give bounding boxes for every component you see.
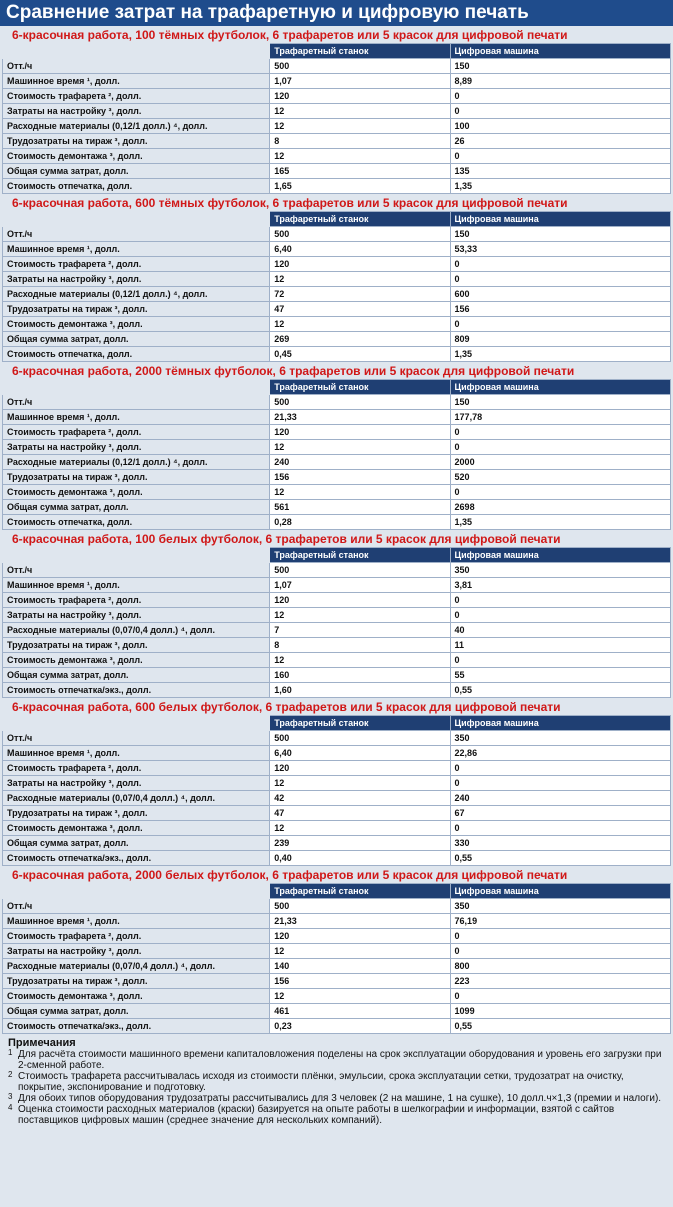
row-label: Стоимость демонтажа ³, долл. <box>3 653 270 668</box>
screen-value: 1,60 <box>270 683 450 698</box>
section-title: 6-красочная работа, 100 тёмных футболок, 6 трафаретов или 5 красок для цифровой печати <box>12 28 568 42</box>
table-row <box>3 104 671 119</box>
column-header-screen: Трафаретный станок <box>270 380 450 395</box>
screen-value: 7 <box>270 623 450 638</box>
digital-value: 53,33 <box>450 242 670 257</box>
cost-table <box>2 883 671 1034</box>
cost-section <box>2 868 671 1034</box>
digital-value: 0 <box>450 761 670 776</box>
table-row <box>3 791 671 806</box>
column-header-screen: Трафаретный станок <box>270 548 450 563</box>
row-label: Стоимость отпечатка/экз., долл. <box>3 683 270 698</box>
screen-value: 12 <box>270 821 450 836</box>
section-title: 6-красочная работа, 600 тёмных футболок, 6 трафаретов или 5 красок для цифровой печати <box>12 196 568 210</box>
note-text: Для обоих типов оборудования трудозатраты рассчитывались для 3 человек (2 на машине, 1 на сушке), 10 долл.ч×1,3 (премии и налоги). <box>18 1093 662 1104</box>
column-header-digital: Цифровая машина <box>450 548 670 563</box>
digital-value: 0 <box>450 104 670 119</box>
table-row <box>3 440 671 455</box>
table-row <box>3 944 671 959</box>
row-label: Расходные материалы (0,12/1 долл.) ⁴, долл. <box>3 119 270 134</box>
digital-value: 223 <box>450 974 670 989</box>
row-label: Отт./ч <box>3 731 270 746</box>
note-item <box>8 1071 665 1093</box>
row-label: Трудозатраты на тираж ³, долл. <box>3 806 270 821</box>
digital-value: 240 <box>450 791 670 806</box>
column-header-screen: Трафаретный станок <box>270 212 450 227</box>
row-label: Общая сумма затрат, долл. <box>3 668 270 683</box>
table-row <box>3 455 671 470</box>
note-text: Оценка стоимости расходных материалов (краски) базируется на опыте работы в шелкографии и информации, взятой с сайтов поставщиков цифровых машин (среднее значение для нескольких компаний). <box>18 1104 615 1126</box>
screen-value: 500 <box>270 563 450 578</box>
screen-value: 165 <box>270 164 450 179</box>
screen-value: 0,45 <box>270 347 450 362</box>
column-header-screen: Трафаретный станок <box>270 716 450 731</box>
table-row <box>3 1019 671 1034</box>
note-number: 4 <box>8 1103 13 1112</box>
digital-value: 2698 <box>450 500 670 515</box>
row-label: Машинное время ¹, долл. <box>3 578 270 593</box>
table-row <box>3 1004 671 1019</box>
column-header-screen: Трафаретный станок <box>270 884 450 899</box>
cost-table <box>2 43 671 194</box>
row-label: Трудозатраты на тираж ³, долл. <box>3 302 270 317</box>
digital-value: 76,19 <box>450 914 670 929</box>
table-row <box>3 683 671 698</box>
row-label: Трудозатраты на тираж ³, долл. <box>3 470 270 485</box>
digital-value: 0 <box>450 608 670 623</box>
row-label: Расходные материалы (0,07/0,4 долл.) ⁴, долл. <box>3 791 270 806</box>
row-label: Стоимость демонтажа ³, долл. <box>3 989 270 1004</box>
column-header-digital: Цифровая машина <box>450 884 670 899</box>
table-row <box>3 302 671 317</box>
table-row <box>3 731 671 746</box>
table-row <box>3 149 671 164</box>
screen-value: 120 <box>270 257 450 272</box>
row-label: Стоимость отпечатка, долл. <box>3 347 270 362</box>
row-label: Затраты на настройку ³, долл. <box>3 104 270 119</box>
digital-value: 3,81 <box>450 578 670 593</box>
column-header-digital: Цифровая машина <box>450 212 670 227</box>
table-row <box>3 593 671 608</box>
note-item <box>8 1093 665 1104</box>
row-label: Расходные материалы (0,07/0,4 долл.) ⁴, долл. <box>3 959 270 974</box>
screen-value: 239 <box>270 836 450 851</box>
table-row <box>3 395 671 410</box>
table-row <box>3 425 671 440</box>
digital-value: 0 <box>450 929 670 944</box>
cost-section <box>2 28 671 194</box>
row-label: Расходные материалы (0,12/1 долл.) ⁴, долл. <box>3 287 270 302</box>
row-label: Стоимость трафарета ², долл. <box>3 761 270 776</box>
table-row <box>3 959 671 974</box>
row-label: Стоимость отпечатка, долл. <box>3 515 270 530</box>
digital-value: 0,55 <box>450 683 670 698</box>
table-row <box>3 806 671 821</box>
table-row <box>3 989 671 1004</box>
screen-value: 240 <box>270 455 450 470</box>
screen-value: 42 <box>270 791 450 806</box>
cost-section <box>2 196 671 362</box>
row-label: Стоимость отпечатка, долл. <box>3 179 270 194</box>
table-row <box>3 914 671 929</box>
digital-value: 40 <box>450 623 670 638</box>
digital-value: 0 <box>450 821 670 836</box>
digital-value: 0 <box>450 944 670 959</box>
screen-value: 47 <box>270 302 450 317</box>
row-label: Стоимость демонтажа ³, долл. <box>3 149 270 164</box>
table-row <box>3 776 671 791</box>
table-header-row <box>3 44 671 59</box>
screen-value: 12 <box>270 149 450 164</box>
table-row <box>3 851 671 866</box>
row-label: Стоимость демонтажа ³, долл. <box>3 485 270 500</box>
table-row <box>3 578 671 593</box>
table-row <box>3 836 671 851</box>
digital-value: 177,78 <box>450 410 670 425</box>
column-header-digital: Цифровая машина <box>450 716 670 731</box>
screen-value: 6,40 <box>270 746 450 761</box>
table-row <box>3 485 671 500</box>
digital-value: 156 <box>450 302 670 317</box>
screen-value: 269 <box>270 332 450 347</box>
header-blank-cell <box>3 548 270 563</box>
column-header-digital: Цифровая машина <box>450 44 670 59</box>
screen-value: 461 <box>270 1004 450 1019</box>
screen-value: 8 <box>270 134 450 149</box>
screen-value: 12 <box>270 119 450 134</box>
screen-value: 561 <box>270 500 450 515</box>
screen-value: 8 <box>270 638 450 653</box>
screen-value: 12 <box>270 272 450 287</box>
digital-value: 0 <box>450 989 670 1004</box>
row-label: Машинное время ¹, долл. <box>3 746 270 761</box>
screen-value: 120 <box>270 761 450 776</box>
cost-section <box>2 364 671 530</box>
row-label: Стоимость отпечатка/экз., долл. <box>3 851 270 866</box>
digital-value: 8,89 <box>450 74 670 89</box>
digital-value: 0 <box>450 89 670 104</box>
cost-table <box>2 715 671 866</box>
table-row <box>3 500 671 515</box>
table-row <box>3 899 671 914</box>
note-text: Для расчёта стоимости машинного времени капиталовложения поделены на срок эксплуатации оборудования и уровень его загрузки при 2-сменной работе. <box>18 1049 662 1071</box>
digital-value: 2000 <box>450 455 670 470</box>
screen-value: 500 <box>270 731 450 746</box>
screen-value: 500 <box>270 227 450 242</box>
digital-value: 55 <box>450 668 670 683</box>
table-row <box>3 623 671 638</box>
note-number: 3 <box>8 1092 13 1101</box>
table-header-row <box>3 212 671 227</box>
row-label: Затраты на настройку ³, долл. <box>3 608 270 623</box>
screen-value: 140 <box>270 959 450 974</box>
row-label: Трудозатраты на тираж ³, долл. <box>3 974 270 989</box>
screen-value: 12 <box>270 485 450 500</box>
header-blank-cell <box>3 212 270 227</box>
digital-value: 800 <box>450 959 670 974</box>
screen-value: 12 <box>270 608 450 623</box>
digital-value: 0 <box>450 425 670 440</box>
digital-value: 1,35 <box>450 347 670 362</box>
digital-value: 350 <box>450 563 670 578</box>
screen-value: 120 <box>270 593 450 608</box>
row-label: Машинное время ¹, долл. <box>3 74 270 89</box>
row-label: Затраты на настройку ³, долл. <box>3 272 270 287</box>
screen-value: 1,07 <box>270 578 450 593</box>
screen-value: 1,07 <box>270 74 450 89</box>
column-header-digital: Цифровая машина <box>450 380 670 395</box>
screen-value: 160 <box>270 668 450 683</box>
note-item <box>8 1049 665 1071</box>
table-row <box>3 59 671 74</box>
table-row <box>3 119 671 134</box>
table-row <box>3 653 671 668</box>
row-label: Общая сумма затрат, долл. <box>3 1004 270 1019</box>
digital-value: 0 <box>450 653 670 668</box>
row-label: Стоимость трафарета ², долл. <box>3 425 270 440</box>
header-blank-cell <box>3 884 270 899</box>
digital-value: 809 <box>450 332 670 347</box>
table-row <box>3 179 671 194</box>
row-label: Машинное время ¹, долл. <box>3 914 270 929</box>
row-label: Стоимость трафарета ², долл. <box>3 593 270 608</box>
digital-value: 330 <box>450 836 670 851</box>
cost-table <box>2 547 671 698</box>
screen-value: 12 <box>270 989 450 1004</box>
screen-value: 0,23 <box>270 1019 450 1034</box>
sections-container <box>0 28 673 1034</box>
row-label: Отт./ч <box>3 563 270 578</box>
digital-value: 0 <box>450 593 670 608</box>
digital-value: 0,55 <box>450 851 670 866</box>
screen-value: 156 <box>270 974 450 989</box>
screen-value: 6,40 <box>270 242 450 257</box>
digital-value: 0 <box>450 149 670 164</box>
digital-value: 100 <box>450 119 670 134</box>
row-label: Стоимость демонтажа ³, долл. <box>3 821 270 836</box>
table-row <box>3 668 671 683</box>
screen-value: 72 <box>270 287 450 302</box>
screen-value: 1,65 <box>270 179 450 194</box>
screen-value: 0,28 <box>270 515 450 530</box>
screen-value: 500 <box>270 59 450 74</box>
table-row <box>3 257 671 272</box>
screen-value: 120 <box>270 929 450 944</box>
digital-value: 0 <box>450 776 670 791</box>
row-label: Машинное время ¹, долл. <box>3 242 270 257</box>
table-row <box>3 746 671 761</box>
row-label: Машинное время ¹, долл. <box>3 410 270 425</box>
digital-value: 11 <box>450 638 670 653</box>
column-header-screen: Трафаретный станок <box>270 44 450 59</box>
digital-value: 150 <box>450 59 670 74</box>
header-blank-cell <box>3 380 270 395</box>
digital-value: 0 <box>450 440 670 455</box>
table-row <box>3 470 671 485</box>
digital-value: 520 <box>450 470 670 485</box>
table-row <box>3 164 671 179</box>
screen-value: 12 <box>270 944 450 959</box>
row-label: Отт./ч <box>3 395 270 410</box>
row-label: Отт./ч <box>3 59 270 74</box>
digital-value: 600 <box>450 287 670 302</box>
table-row <box>3 515 671 530</box>
screen-value: 12 <box>270 317 450 332</box>
table-row <box>3 608 671 623</box>
digital-value: 350 <box>450 899 670 914</box>
screen-value: 12 <box>270 653 450 668</box>
header-blank-cell <box>3 716 270 731</box>
section-title: 6-красочная работа, 100 белых футболок, 6 трафаретов или 5 красок для цифровой печати <box>12 532 561 546</box>
row-label: Затраты на настройку ³, долл. <box>3 776 270 791</box>
screen-value: 120 <box>270 425 450 440</box>
screen-value: 12 <box>270 104 450 119</box>
digital-value: 0 <box>450 272 670 287</box>
digital-value: 22,86 <box>450 746 670 761</box>
digital-value: 1,35 <box>450 179 670 194</box>
table-row <box>3 761 671 776</box>
digital-value: 67 <box>450 806 670 821</box>
digital-value: 26 <box>450 134 670 149</box>
table-row <box>3 242 671 257</box>
screen-value: 156 <box>270 470 450 485</box>
row-label: Стоимость трафарета ², долл. <box>3 257 270 272</box>
screen-value: 500 <box>270 899 450 914</box>
section-title: 6-красочная работа, 600 белых футболок, 6 трафаретов или 5 красок для цифровой печати <box>12 700 561 714</box>
note-item <box>8 1104 665 1126</box>
row-label: Трудозатраты на тираж ³, долл. <box>3 638 270 653</box>
row-label: Расходные материалы (0,07/0,4 долл.) ⁴, долл. <box>3 623 270 638</box>
note-number: 1 <box>8 1048 13 1057</box>
notes <box>8 1038 665 1126</box>
section-title: 6-красочная работа, 2000 белых футболок, 6 трафаретов или 5 красок для цифровой печати <box>12 868 568 882</box>
row-label: Стоимость демонтажа ³, долл. <box>3 317 270 332</box>
row-label: Общая сумма затрат, долл. <box>3 836 270 851</box>
header-blank-cell <box>3 44 270 59</box>
digital-value: 0 <box>450 257 670 272</box>
screen-value: 500 <box>270 395 450 410</box>
table-row <box>3 638 671 653</box>
table-row <box>3 272 671 287</box>
cost-section <box>2 700 671 866</box>
row-label: Затраты на настройку ³, долл. <box>3 944 270 959</box>
digital-value: 1,35 <box>450 515 670 530</box>
screen-value: 47 <box>270 806 450 821</box>
table-row <box>3 347 671 362</box>
row-label: Общая сумма затрат, долл. <box>3 500 270 515</box>
table-row <box>3 134 671 149</box>
digital-value: 150 <box>450 395 670 410</box>
digital-value: 1099 <box>450 1004 670 1019</box>
screen-value: 120 <box>270 89 450 104</box>
digital-value: 150 <box>450 227 670 242</box>
table-header-row <box>3 380 671 395</box>
table-header-row <box>3 716 671 731</box>
row-label: Отт./ч <box>3 899 270 914</box>
digital-value: 0 <box>450 485 670 500</box>
note-number: 2 <box>8 1070 13 1079</box>
table-row <box>3 317 671 332</box>
digital-value: 350 <box>450 731 670 746</box>
table-row <box>3 929 671 944</box>
cost-table <box>2 211 671 362</box>
screen-value: 12 <box>270 440 450 455</box>
table-header-row <box>3 548 671 563</box>
cost-table <box>2 379 671 530</box>
digital-value: 0 <box>450 317 670 332</box>
note-list <box>8 1049 665 1126</box>
row-label: Стоимость отпечатка/экз., долл. <box>3 1019 270 1034</box>
table-row <box>3 410 671 425</box>
row-label: Общая сумма затрат, долл. <box>3 332 270 347</box>
table-row <box>3 974 671 989</box>
section-title: 6-красочная работа, 2000 тёмных футболок, 6 трафаретов или 5 красок для цифровой печати <box>12 364 575 378</box>
table-row <box>3 821 671 836</box>
row-label: Трудозатраты на тираж ³, долл. <box>3 134 270 149</box>
table-row <box>3 89 671 104</box>
screen-value: 12 <box>270 776 450 791</box>
row-label: Стоимость трафарета ², долл. <box>3 929 270 944</box>
table-row <box>3 563 671 578</box>
table-row <box>3 332 671 347</box>
row-label: Расходные материалы (0,12/1 долл.) ⁴, долл. <box>3 455 270 470</box>
table-row <box>3 287 671 302</box>
digital-value: 135 <box>450 164 670 179</box>
row-label: Затраты на настройку ³, долл. <box>3 440 270 455</box>
table-row <box>3 227 671 242</box>
cost-section <box>2 532 671 698</box>
screen-value: 0,40 <box>270 851 450 866</box>
digital-value: 0,55 <box>450 1019 670 1034</box>
row-label: Общая сумма затрат, долл. <box>3 164 270 179</box>
row-label: Отт./ч <box>3 227 270 242</box>
table-header-row <box>3 884 671 899</box>
screen-value: 21,33 <box>270 410 450 425</box>
table-row <box>3 74 671 89</box>
row-label: Стоимость трафарета ², долл. <box>3 89 270 104</box>
screen-value: 21,33 <box>270 914 450 929</box>
page-title: Сравнение затрат на трафаретную и цифровую печать <box>0 0 673 26</box>
note-text: Стоимость трафарета рассчитывалась исходя из стоимости плёнки, эмульсии, срока эксплуатации сетки, трудозатрат на очистку, покрытие, экспонирование и подготовку. <box>18 1071 624 1093</box>
notes-title: Примечания <box>8 1037 76 1049</box>
